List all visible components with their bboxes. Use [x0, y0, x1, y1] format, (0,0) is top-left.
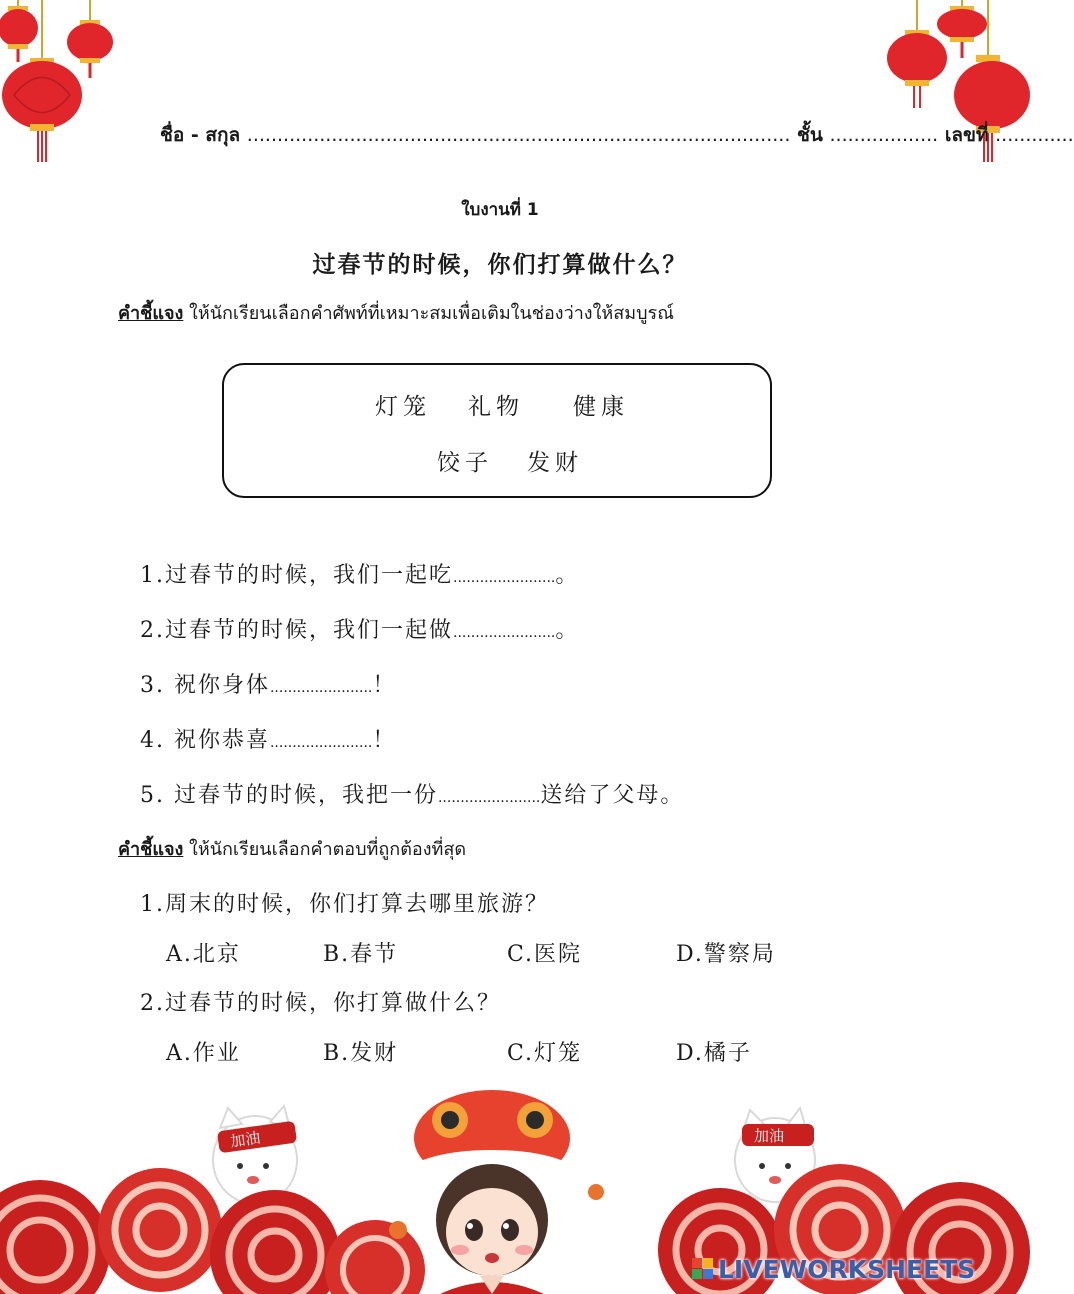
fill-in-item-3 — [140, 668, 396, 699]
word-bank-box — [222, 363, 772, 498]
liveworksheets-logo-icon — [692, 1258, 714, 1280]
fill-in-item-2 — [140, 613, 579, 644]
lantern-decoration-left — [0, 0, 130, 170]
word-bank-item: 灯笼 — [375, 394, 431, 420]
mc-option[interactable]: D.警察局 — [676, 942, 776, 967]
item-text-end: ！ — [372, 673, 397, 698]
class-blank[interactable]: .................. — [829, 124, 939, 146]
instruction-text: ให้นักเรียนเลือกคำตอบที่ถูกต้องที่สุด — [189, 839, 467, 860]
instruction-label: คำชี้แจง — [118, 839, 184, 860]
answer-blank[interactable]: ....................... — [437, 790, 541, 806]
lantern-icon — [887, 0, 947, 108]
word-bank-item: 饺子 — [437, 450, 493, 476]
item-text: 5. 过春节的时候，我把一份 — [140, 783, 438, 808]
mc-option[interactable]: A.北京 — [166, 942, 241, 967]
answer-blank[interactable]: ....................... — [453, 625, 556, 641]
student-info-line — [160, 120, 1074, 154]
item-text-end: 。 — [555, 618, 580, 643]
class-label: ชั้น — [796, 124, 823, 146]
name-blank[interactable]: .......................................................................................... — [246, 124, 791, 146]
item-text: 1.过春节的时候，我们一起吃 — [140, 563, 453, 588]
mc-question-1: 1.周末的时候，你们打算去哪里旅游？ — [140, 892, 549, 917]
item-text-end: 送给了父母。 — [540, 783, 685, 808]
instruction-section-1 — [118, 298, 674, 327]
lantern-icon — [0, 0, 38, 62]
item-text: 4. 祝你恭喜 — [140, 728, 270, 753]
mc-option[interactable]: C.医院 — [507, 942, 583, 967]
cat-mascot-left — [213, 1106, 297, 1204]
instruction-label: คำชี้แจง — [118, 303, 184, 324]
name-label: ชื่อ - สกุล — [160, 124, 241, 146]
mc-option[interactable]: B.春节 — [323, 942, 399, 967]
fill-in-item-1 — [140, 558, 579, 589]
instruction-text: ให้นักเรียนเลือกคำศัพท์ที่เหมาะสมเพื่อเติมในช่องว่างให้สมบูรณ์ — [189, 303, 674, 324]
item-text: 2.过春节的时候，我们一起做 — [140, 618, 453, 643]
watermark-text: LIVEWORKSHEETS — [718, 1254, 976, 1284]
item-text-end: 。 — [555, 563, 580, 588]
answer-blank[interactable]: ....................... — [269, 735, 373, 751]
mascot-headband-text: 加油 — [754, 1127, 785, 1145]
mc-option[interactable]: D.橘子 — [676, 1041, 752, 1066]
item-text-end: ！ — [372, 728, 397, 753]
mc-option[interactable]: A.作业 — [166, 1041, 241, 1066]
word-bank-item: 礼物 — [468, 394, 524, 420]
number-label: เลขที่ — [944, 124, 989, 146]
mc-question-2: 2.过春节的时候，你打算做什么？ — [140, 991, 501, 1016]
mascot-headband-text: 加油 — [229, 1128, 262, 1151]
liveworksheets-watermark — [692, 1252, 975, 1286]
answer-blank[interactable]: ....................... — [453, 570, 556, 586]
fill-in-item-4 — [140, 723, 396, 754]
number-blank[interactable]: ............. — [995, 124, 1074, 146]
answer-blank[interactable]: ....................... — [269, 680, 373, 696]
item-text: 3. 祝你身体 — [140, 673, 270, 698]
word-bank-item: 发财 — [527, 450, 583, 476]
word-bank-item: 健康 — [573, 394, 629, 420]
instruction-section-2 — [118, 834, 466, 863]
main-question: 过春节的时候，你们打算做什么？ — [312, 251, 688, 278]
cloud-pattern-left — [0, 1168, 425, 1294]
lantern-icon — [67, 0, 113, 78]
mc-option[interactable]: B.发财 — [323, 1041, 399, 1066]
fill-in-item-5 — [140, 778, 684, 809]
mc-option[interactable]: C.灯笼 — [507, 1041, 583, 1066]
worksheet-title: ใบงานที่ 1 — [461, 200, 539, 220]
